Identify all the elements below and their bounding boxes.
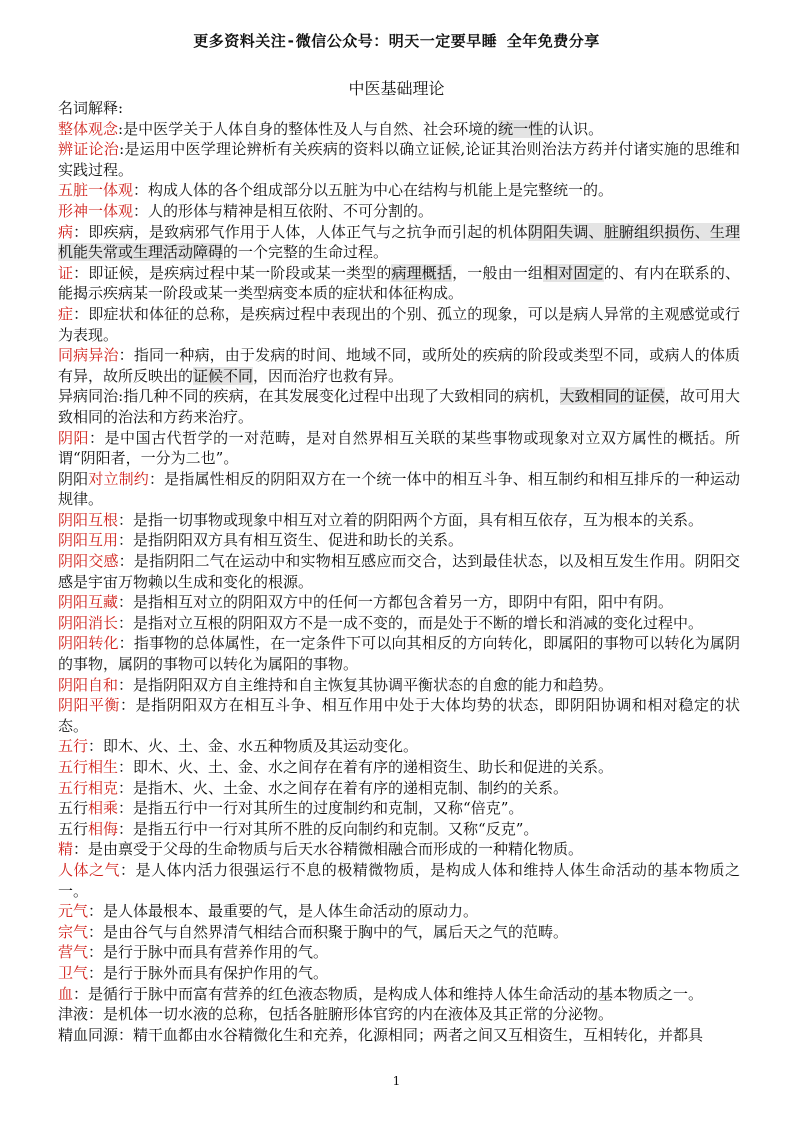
separator: ： [88,963,104,982]
definition-text: 即木、火、土、金、水之间存在着有序的递相资生、助长和促进的关系。 [133,758,614,776]
separator: ： [73,222,89,241]
term-entry [58,901,740,922]
definition-text: ，一般由一组 [452,263,544,282]
separator: ： [73,263,89,282]
term-entry [58,263,740,304]
definition-text: 的、有内在联系的、能揭示疾病某一阶段或某一类型病变本质的症状和体征构成。 [58,263,740,303]
definition-text: 人的形体与精神是相互依附、不可分割的。 [148,201,434,220]
separator: ： [88,737,104,756]
term-prefix: 阴阳 [58,469,89,488]
definition-text: 指几种不同的疾病，在其发展变化过程中出现了大致相同的病机， [123,387,560,406]
term-name: 病 [58,222,74,241]
term-name: 证 [58,263,74,282]
term-name: 人体之气 [58,860,121,879]
definition-text: 是行于脉中而具有营养作用的气。 [103,943,329,962]
definition-text: 是指阴阳二气在运动中和实物相互感应而交合，达到最佳状态，以及相互发生作用。阴阳交感是宇宙万物赖以生成和变化的根源。 [58,552,740,591]
definition-text: 是机体一切水液的总称，包括各脏腑形体官窍的内在液体及其正常的分泌物。 [103,1005,614,1024]
term-name: 辨证论治 [58,140,120,159]
term-entry [58,469,740,510]
separator: ： [73,984,89,1003]
definition-text: 是循行于脉中而富有营养的红色液态物质，是构成人体和维持人体生命活动的基本物质之一。 [88,984,704,1003]
separator: ： [133,201,149,220]
term-name: 同病异治 [58,346,119,365]
term-entry [58,942,740,963]
separator: ： [89,428,105,447]
term-name: 对立制约 [88,469,149,488]
term-name: 相乘 [88,799,119,818]
definition-text: 是指对立互根的阴阳双方不是一成不变的，而是处于不断的增长和消减的变化过程中。 [133,613,704,632]
term-entry [58,757,740,778]
term-entry [58,530,740,551]
term-entry [58,839,740,860]
term-name: 阴阳互根 [58,510,119,529]
definition-text: 指事物的总体属性，在一定条件下可以向其相反的方向转化，即属阳的事物可以转化为属阴的事物，属阴的事物可以转化为属阳的事物。 [58,634,740,674]
definition-text: 是指相互对立的阴阳双方中的任何一方都包含着另一方，即阴中有阳，阳中有阴。 [133,593,674,612]
highlighted-text: 病理概括 [391,263,453,282]
separator: ： [118,531,134,550]
term-prefix: 五行 [58,819,89,838]
term-prefix: 精血同源 [58,1025,119,1044]
term-entry [58,551,740,592]
term-entry [58,860,740,901]
separator: ： [73,304,89,323]
separator: ： [118,799,134,818]
definition-text: 是指五行中一行对其所生的过度制约和克制，又称“倍克”。 [133,799,524,818]
definition-text: ，故可用大致相同的治法和方药来治疗。 [58,387,740,426]
term-name: 元气 [58,902,89,921]
term-entry [58,736,740,757]
term-name: 阴阳 [58,428,90,447]
separator: ： [118,510,134,529]
highlighted-text: 相对固定 [543,263,604,282]
definition-text: 即疾病，是致病邪气作用于人体，人体正气与之抗争而引起的机体 [88,222,528,241]
term-name: 阴阳消长 [58,613,119,632]
term-name: 相侮 [88,819,119,838]
term-name: 形神一体观 [58,201,134,220]
separator: ： [118,819,134,838]
term-name: 血 [58,984,74,1003]
definition-text: 即木、火、土、金、水五种物质及其运动变化。 [103,737,419,756]
page-number: 1 [392,1074,401,1088]
term-entry [58,922,740,943]
term-entry [58,984,740,1005]
separator: ： [118,593,134,612]
separator: ： [148,469,165,488]
definition-text: 是指木、火、土金、水之间存在着有序的递相克制、制约的关系。 [133,778,569,797]
term-entry [58,613,740,634]
term-entry [58,428,740,469]
separator: : [119,140,125,159]
term-entry [58,222,740,263]
term-entry [58,1025,740,1046]
definition-text: 指同一种病，由于发病的时间、地域不同，或所处的疾病的阶段或类型不同，或病人的体质有异，故所反映出的 [58,346,740,385]
term-name: 宗气 [58,922,89,941]
highlighted-text: 统一性 [498,119,544,138]
separator: ： [120,696,136,715]
term-entry [58,633,740,674]
page-header: 更多资料关注-微信公众号：明天一定要早睡 全年免费分享 [193,32,600,50]
separator: ： [118,778,134,797]
term-entry [58,819,740,840]
definition-text: 是指阴阳双方具有相互资生、促进和助长的关系。 [133,531,464,550]
term-entry [58,1004,740,1025]
definition-text: 的一个完整的生命过程。 [223,243,389,262]
term-name: 阴阳自和 [58,675,119,694]
term-entry [58,386,740,427]
document-body [58,98,740,1045]
term-entry [58,345,740,386]
definition-text: 是指五行中一行对其所不胜的反向制约和克制。又称“反克”。 [133,819,539,838]
term-entry [58,675,740,696]
separator: ： [118,346,134,365]
term-name: 阴阳交感 [58,552,119,571]
separator: ： [118,1025,134,1044]
highlighted-text: 阴阳失调、脏腑组织损伤、生理机能失常或生理活动障碍 [58,222,740,262]
term-entry [58,963,740,984]
definition-text: 是指属性相反的阴阳双方在一个统一体中的相互斗争、相互制约和相互排斥的一种运动规律。 [58,469,740,509]
term-name: 营气 [58,943,89,962]
definition-text: 是运用中医学理论辨析有关疾病的资料以确立证候,论证其治则治法方药并付诸实施的思维和实践过程。 [58,140,740,179]
term-entry [58,798,740,819]
separator: ： [120,860,136,879]
term-name: 整体观念 [58,119,119,138]
term-entry [58,201,740,222]
definition-text: ，因而治疗也救有异。 [253,366,404,385]
term-name: 阴阳平衡 [58,696,121,715]
separator: ： [88,922,104,941]
definition-text: 的认识。 [543,119,604,138]
term-prefix: 异病同治 [58,387,119,406]
term-name: 阴阳转化 [58,634,119,653]
definition-text: 是中国古代哲学的一对范畴，是对自然界相互关联的某些事物或现象对立双方属性的概括。所谓“阴阳者，一分为二也”。 [58,428,740,468]
term-entry [58,695,740,736]
definition-text: 是指一切事物或现象中相互对立着的阴阳两个方面，具有相互依存，互为根本的关系。 [133,510,704,529]
separator: ： [88,943,104,962]
definition-text: 即症状和体征的总称，是疾病过程中表现出的个别、孤立的现象，可以是病人异常的主观感觉或行为表现。 [58,304,740,344]
separator: ： [118,552,134,571]
term-entry [58,592,740,613]
highlighted-text: 证候不同 [193,366,254,385]
term-prefix: 五行 [58,799,89,818]
term-name: 五脏一体观 [58,181,134,200]
term-name: 五行相克 [58,778,119,797]
definition-text: 是行于脉外而具有保护作用的气。 [103,963,329,982]
separator: ： [118,634,134,653]
term-name: 五行 [58,737,89,756]
term-list [58,119,740,1046]
definition-text: 是指阴阳双方自主维持和自主恢复其协调平衡状态的自愈的能力和趋势。 [133,675,614,694]
term-name: 精 [58,840,74,859]
term-name: 症 [58,304,74,323]
definition-text: 是指阴阳双方在相互斗争、相互作用中处于大体均势的状态，即阴阳协调和相对稳定的状态。 [58,696,740,735]
term-entry [58,139,740,180]
definition-text: 精干血都由水谷精微化生和充养，化源相同；两者之间又互相资生，互相转化，并都具 [133,1025,704,1044]
document-title: 中医基础理论 [348,79,445,98]
term-entry [58,304,740,345]
term-entry [58,510,740,531]
separator: ： [88,1005,104,1024]
term-prefix: 津液 [58,1005,89,1024]
definition-text: 是人体内活力很强运行不息的极精微物质，是构成人体和维持人体生命活动的基本物质之一。 [58,860,740,900]
term-name: 阴阳互用 [58,531,119,550]
separator: ： [118,613,134,632]
separator: ： [118,675,134,694]
section-label: 名词解释: [58,99,124,117]
separator: ： [73,840,89,859]
term-name: 阴阳互藏 [58,593,119,612]
separator: ： [118,758,134,776]
definition-text: 是中医学关于人体自身的整体性及人与自然、社会环境的 [123,119,499,138]
definition-text: 即证候，是疾病过程中某一阶段或某一类型的 [88,263,392,282]
separator: : [118,387,124,406]
term-entry [58,180,740,201]
definition-text: 是由禀受于父母的生命物质与后天水谷精微相融合而形成的一种精化物质。 [88,840,584,859]
highlighted-text: 大致相同的证侯 [559,387,665,406]
term-name: 卫气 [58,963,89,982]
definition-text: 是人体最根本、最重要的气，是人体生命活动的原动力。 [103,902,479,921]
separator: ： [88,902,104,921]
term-name: 五行相生 [58,758,119,776]
term-entry [58,778,740,799]
definition-text: 是由谷气与自然界清气相结合而积聚于胸中的气，属后天之气的范畴。 [103,922,569,941]
definition-text: 构成人体的各个组成部分以五脏为中心在结构与机能上是完整统一的。 [148,181,614,200]
separator: : [118,119,124,138]
separator: ： [133,181,149,200]
term-entry [58,119,740,140]
